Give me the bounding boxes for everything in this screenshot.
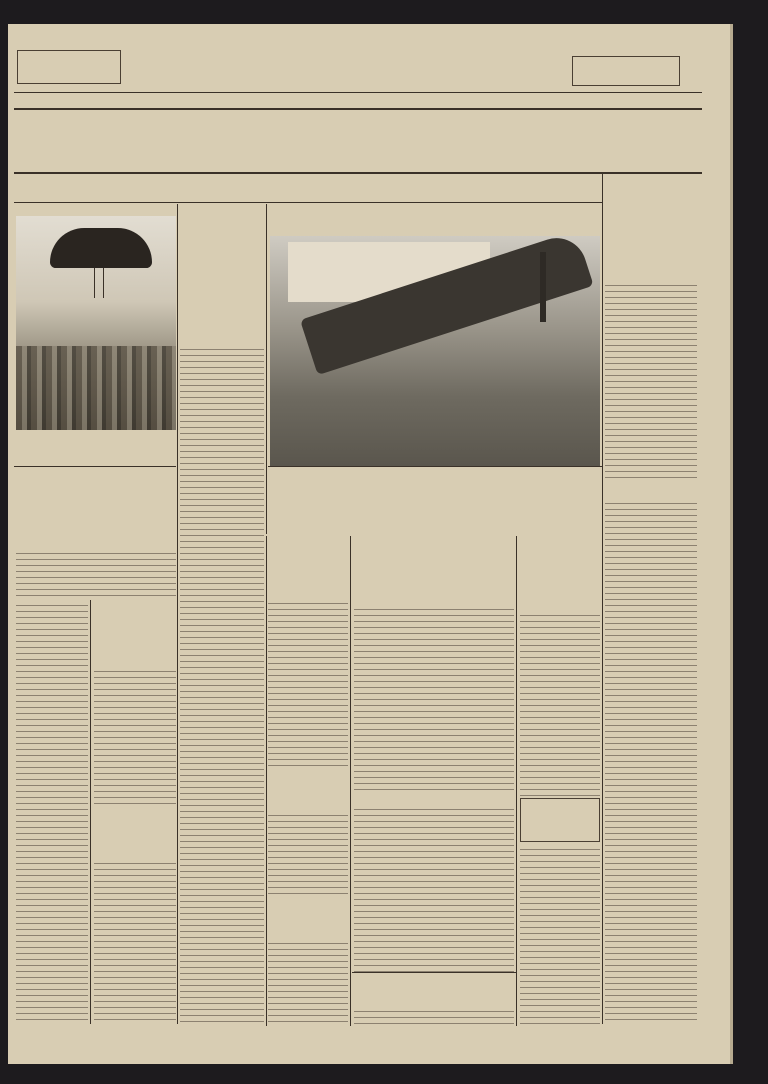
parachute-canopy xyxy=(50,228,152,268)
cassino-box xyxy=(520,798,600,842)
corregidor-caption xyxy=(14,432,178,466)
parachute-photo xyxy=(16,216,176,430)
weather-box xyxy=(572,56,680,86)
warship-mast xyxy=(540,252,546,322)
cassino-headline xyxy=(521,799,599,803)
founding-info-box xyxy=(17,50,121,84)
